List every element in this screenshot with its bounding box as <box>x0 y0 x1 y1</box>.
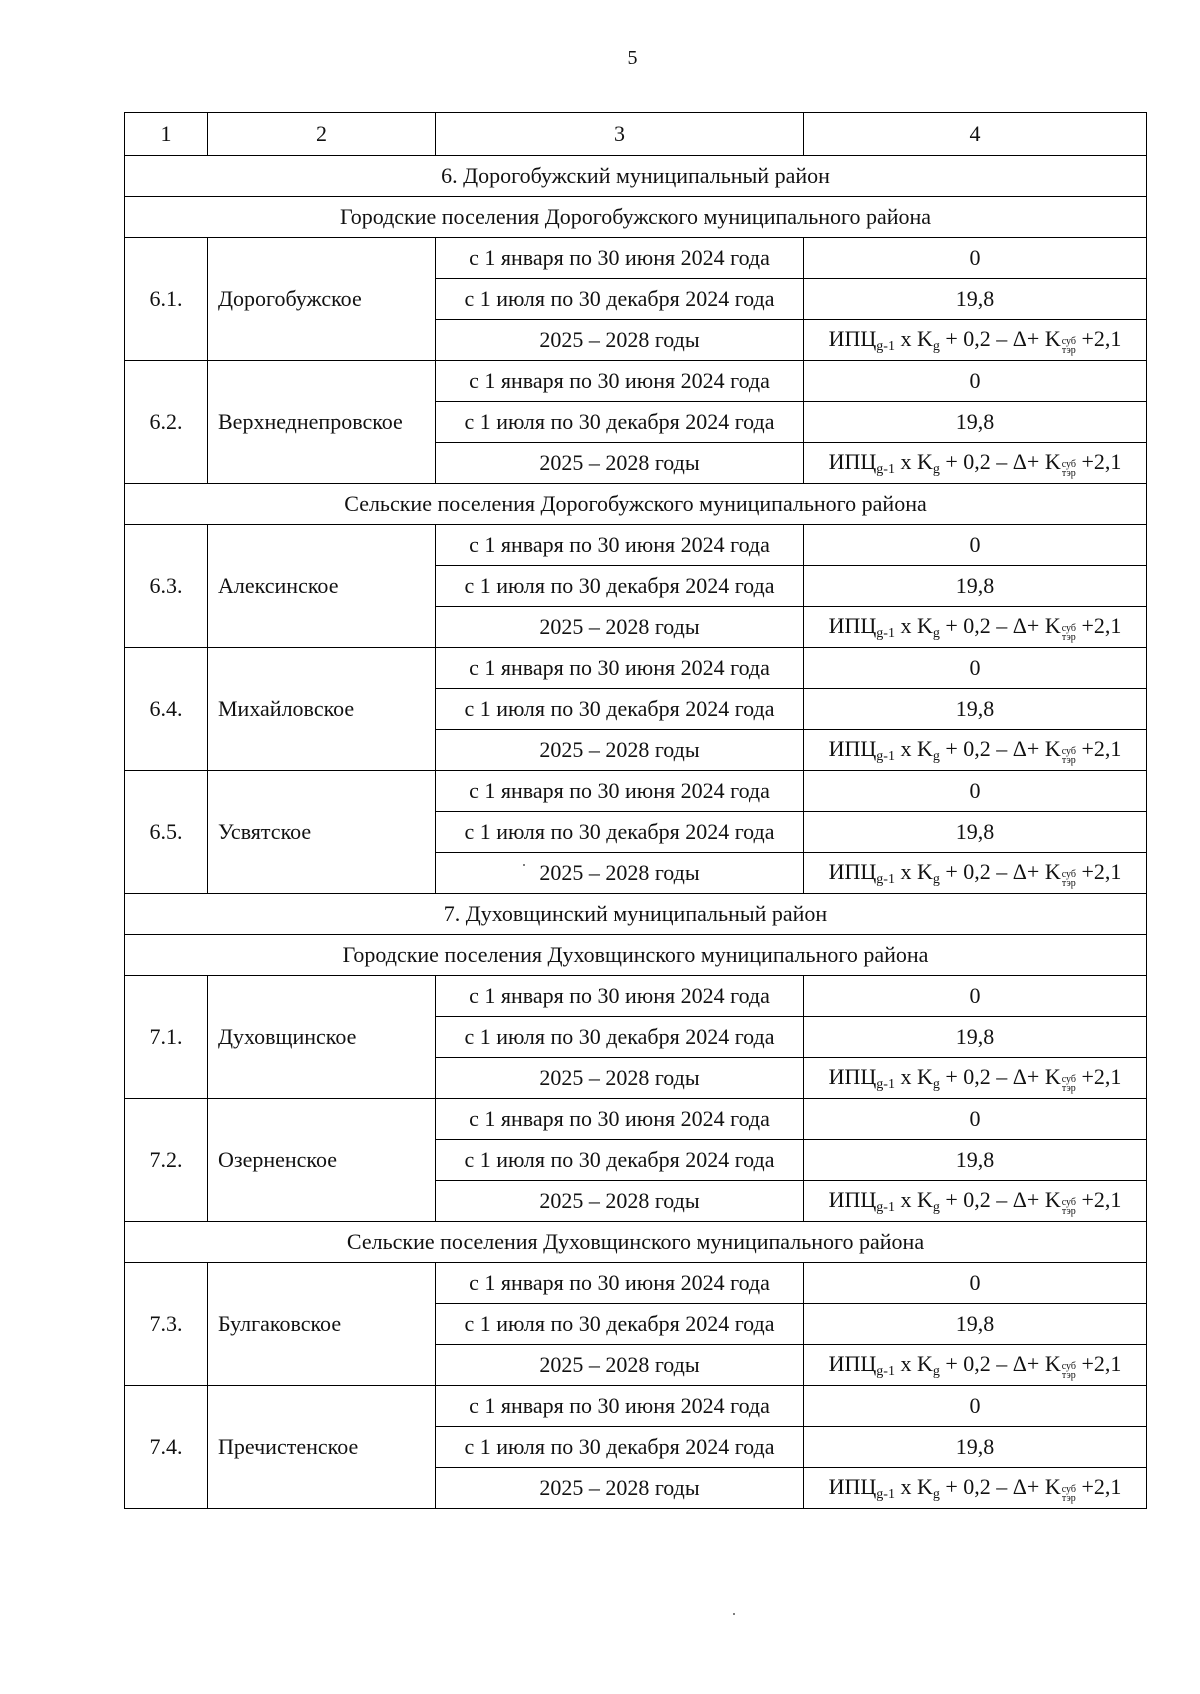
scan-speck <box>733 1613 735 1615</box>
page-number: 5 <box>627 47 638 69</box>
formula-k-sub: g <box>932 1076 940 1092</box>
formula-k: K <box>916 1186 933 1212</box>
formula-middle: + 0,2 – Δ+ <box>939 1063 1045 1089</box>
formula-k2-sub: тэр <box>1061 1082 1076 1094</box>
formula-k2-indices <box>1062 870 1076 888</box>
formula-cell <box>804 1468 1147 1509</box>
formula-ipc-sub: g-1 <box>876 625 895 641</box>
value-cell: 19,8 <box>804 812 1147 853</box>
formula-k-sub: g <box>932 338 940 354</box>
table-row <box>125 238 1147 279</box>
formula-ipc: ИПЦ <box>828 448 877 474</box>
group-row <box>125 935 1147 976</box>
period-cell: с 1 июля по 30 декабря 2024 года <box>436 1017 804 1058</box>
formula-cell <box>804 1058 1147 1099</box>
settlement-name: Михайловское <box>208 648 436 771</box>
formula-k-sub: g <box>932 461 940 477</box>
formula-k2-sup: суб <box>1061 335 1076 347</box>
formula-k-ter <box>1045 1064 1076 1093</box>
formula-k-sub: g <box>932 1363 940 1379</box>
formula-k2-sup: суб <box>1061 1483 1076 1495</box>
period-cell: с 1 января по 30 июня 2024 года <box>436 1099 804 1140</box>
formula-k2-indices <box>1062 337 1076 355</box>
formula-ipc-sub: g-1 <box>876 871 895 887</box>
formula-k2: K <box>1044 1350 1061 1376</box>
formula-ipc: ИПЦ <box>828 1473 877 1499</box>
section-row <box>125 894 1147 935</box>
period-cell: с 1 июля по 30 декабря 2024 года <box>436 1427 804 1468</box>
formula-tail: +2,1 <box>1075 1473 1122 1499</box>
settlement-number: 7.3. <box>125 1263 208 1386</box>
formula-ipc-sub: g-1 <box>876 1486 895 1502</box>
formula-k2: K <box>1044 1473 1061 1499</box>
formula-k-ter <box>1045 326 1076 355</box>
formula-times: x <box>894 1186 917 1212</box>
formula-cell <box>804 1345 1147 1386</box>
value-cell: 0 <box>804 361 1147 402</box>
value-cell: 19,8 <box>804 1140 1147 1181</box>
formula-k-sub: g <box>932 1199 940 1215</box>
period-cell: с 1 января по 30 июня 2024 года <box>436 525 804 566</box>
period-cell: 2025 – 2028 годы <box>436 1468 804 1509</box>
period-cell: с 1 января по 30 июня 2024 года <box>436 976 804 1017</box>
formula-k2: K <box>1044 1186 1061 1212</box>
settlement-number: 7.4. <box>125 1386 208 1509</box>
formula-ipc-sub: g-1 <box>876 461 895 477</box>
table-row <box>125 525 1147 566</box>
header-cell-2: 2 <box>208 113 436 156</box>
formula-k2-sub: тэр <box>1061 1369 1076 1381</box>
formula-k2: K <box>1044 612 1061 638</box>
value-cell: 0 <box>804 1386 1147 1427</box>
formula-k2-indices <box>1062 747 1076 765</box>
formula-middle: + 0,2 – Δ+ <box>939 1186 1045 1212</box>
formula-k: K <box>916 1473 933 1499</box>
formula-k2-indices <box>1062 624 1076 642</box>
group-title: Сельские поселения Духовщинского муниципального района <box>125 1222 1147 1263</box>
formula-k2-sup: суб <box>1061 1360 1076 1372</box>
formula-k2-sup: суб <box>1061 868 1076 880</box>
value-cell: 0 <box>804 1263 1147 1304</box>
period-cell: с 1 января по 30 июня 2024 года <box>436 361 804 402</box>
period-cell: с 1 июля по 30 декабря 2024 года <box>436 689 804 730</box>
period-cell: с 1 июля по 30 декабря 2024 года <box>436 402 804 443</box>
formula-middle: + 0,2 – Δ+ <box>939 858 1045 884</box>
formula-k-ter <box>1045 1187 1076 1216</box>
formula-k-ter <box>1045 1474 1076 1503</box>
formula-ipc: ИПЦ <box>828 735 877 761</box>
settlement-name: Духовщинское <box>208 976 436 1099</box>
formula-k2-sub: тэр <box>1061 754 1076 766</box>
tariff-table-body <box>125 113 1147 1509</box>
header-cell-1: 1 <box>125 113 208 156</box>
formula-ipc: ИПЦ <box>828 1063 877 1089</box>
formula-ipc: ИПЦ <box>828 612 877 638</box>
value-cell: 0 <box>804 525 1147 566</box>
table-row <box>125 648 1147 689</box>
formula-k-ter <box>1045 449 1076 478</box>
formula-cell <box>804 443 1147 484</box>
header-cell-3: 3 <box>436 113 804 156</box>
value-cell: 19,8 <box>804 1304 1147 1345</box>
formula-k2-indices <box>1062 460 1076 478</box>
formula-k: K <box>916 612 933 638</box>
formula-times: x <box>894 735 917 761</box>
period-cell: 2025 – 2028 годы <box>436 730 804 771</box>
settlement-number: 6.4. <box>125 648 208 771</box>
formula-tail: +2,1 <box>1075 1063 1122 1089</box>
settlement-number: 7.1. <box>125 976 208 1099</box>
formula-k-sub: g <box>932 625 940 641</box>
period-cell: с 1 июля по 30 декабря 2024 года <box>436 279 804 320</box>
formula-k: K <box>916 325 933 351</box>
period-cell: с 1 января по 30 июня 2024 года <box>436 1386 804 1427</box>
formula-k2: K <box>1044 735 1061 761</box>
tariff-table <box>124 112 1147 1509</box>
header-row <box>125 113 1147 156</box>
period-cell: 2025 – 2028 годы <box>436 1345 804 1386</box>
formula-times: x <box>894 1473 917 1499</box>
formula-k-sub: g <box>932 1486 940 1502</box>
formula-tail: +2,1 <box>1075 1186 1122 1212</box>
period-cell: с 1 июля по 30 декабря 2024 года <box>436 1304 804 1345</box>
formula-k2-sub: тэр <box>1061 467 1076 479</box>
value-cell: 19,8 <box>804 1427 1147 1468</box>
formula-ipc: ИПЦ <box>828 1186 877 1212</box>
formula-k: K <box>916 1350 933 1376</box>
formula-k-ter <box>1045 736 1076 765</box>
value-cell: 0 <box>804 648 1147 689</box>
formula-times: x <box>894 858 917 884</box>
settlement-name: Алексинское <box>208 525 436 648</box>
formula-cell <box>804 730 1147 771</box>
section-title: 6. Дорогобужский муниципальный район <box>125 156 1147 197</box>
group-row <box>125 1222 1147 1263</box>
value-cell: 19,8 <box>804 402 1147 443</box>
formula-k2-indices <box>1062 1362 1076 1380</box>
table-row <box>125 771 1147 812</box>
settlement-number: 6.5. <box>125 771 208 894</box>
formula-times: x <box>894 1350 917 1376</box>
formula-tail: +2,1 <box>1075 448 1122 474</box>
period-cell: 2025 – 2028 годы <box>436 1058 804 1099</box>
formula-k2-indices <box>1062 1485 1076 1503</box>
formula-ipc-sub: g-1 <box>876 1076 895 1092</box>
value-cell: 0 <box>804 771 1147 812</box>
period-cell: 2025 – 2028 годы <box>436 1181 804 1222</box>
formula-k2-sup: суб <box>1061 458 1076 470</box>
formula-ipc: ИПЦ <box>828 1350 877 1376</box>
period-cell: 2025 – 2028 годы <box>436 320 804 361</box>
table-row <box>125 1263 1147 1304</box>
formula-k2-sup: суб <box>1061 1073 1076 1085</box>
formula-k2-sup: суб <box>1061 1196 1076 1208</box>
section-row <box>125 156 1147 197</box>
formula-k-sub: g <box>932 871 940 887</box>
formula-k: K <box>916 858 933 884</box>
formula-k-ter <box>1045 859 1076 888</box>
settlement-name: Озерненское <box>208 1099 436 1222</box>
formula-k2-sub: тэр <box>1061 1205 1076 1217</box>
table-row <box>125 976 1147 1017</box>
section-title: 7. Духовщинский муниципальный район <box>125 894 1147 935</box>
period-cell: 2025 – 2028 годы <box>436 853 804 894</box>
formula-times: x <box>894 612 917 638</box>
formula-tail: +2,1 <box>1075 858 1122 884</box>
formula-middle: + 0,2 – Δ+ <box>939 735 1045 761</box>
scan-speck <box>523 864 525 866</box>
period-cell: 2025 – 2028 годы <box>436 443 804 484</box>
period-cell: с 1 января по 30 июня 2024 года <box>436 1263 804 1304</box>
formula-tail: +2,1 <box>1075 325 1122 351</box>
formula-tail: +2,1 <box>1075 735 1122 761</box>
settlement-number: 6.1. <box>125 238 208 361</box>
formula-k2: K <box>1044 1063 1061 1089</box>
formula-tail: +2,1 <box>1075 612 1122 638</box>
value-cell: 0 <box>804 1099 1147 1140</box>
period-cell: с 1 января по 30 июня 2024 года <box>436 771 804 812</box>
formula-ipc: ИПЦ <box>828 325 877 351</box>
formula-k2-sub: тэр <box>1061 344 1076 356</box>
formula-k2-sub: тэр <box>1061 631 1076 643</box>
group-title: Сельские поселения Дорогобужского муниципального района <box>125 484 1147 525</box>
value-cell: 19,8 <box>804 1017 1147 1058</box>
formula-tail: +2,1 <box>1075 1350 1122 1376</box>
period-cell: с 1 января по 30 июня 2024 года <box>436 648 804 689</box>
formula-k2-sup: суб <box>1061 622 1076 634</box>
formula-k2-sup: суб <box>1061 745 1076 757</box>
settlement-number: 7.2. <box>125 1099 208 1222</box>
value-cell: 19,8 <box>804 689 1147 730</box>
formula-k-sub: g <box>932 748 940 764</box>
formula-times: x <box>894 325 917 351</box>
formula-k: K <box>916 1063 933 1089</box>
formula-middle: + 0,2 – Δ+ <box>939 448 1045 474</box>
formula-k2: K <box>1044 858 1061 884</box>
header-cell-4: 4 <box>804 113 1147 156</box>
settlement-number: 6.3. <box>125 525 208 648</box>
formula-k2-sub: тэр <box>1061 1492 1076 1504</box>
formula-middle: + 0,2 – Δ+ <box>939 1473 1045 1499</box>
value-cell: 19,8 <box>804 279 1147 320</box>
value-cell: 0 <box>804 238 1147 279</box>
formula-ipc: ИПЦ <box>828 858 877 884</box>
formula-times: x <box>894 1063 917 1089</box>
formula-k: K <box>916 448 933 474</box>
formula-k2-indices <box>1062 1075 1076 1093</box>
formula-k2: K <box>1044 325 1061 351</box>
formula-k: K <box>916 735 933 761</box>
formula-cell <box>804 1181 1147 1222</box>
period-cell: с 1 июля по 30 декабря 2024 года <box>436 566 804 607</box>
settlement-name: Усвятское <box>208 771 436 894</box>
formula-middle: + 0,2 – Δ+ <box>939 325 1045 351</box>
formula-cell <box>804 607 1147 648</box>
settlement-name: Дорогобужское <box>208 238 436 361</box>
period-cell: с 1 июля по 30 декабря 2024 года <box>436 812 804 853</box>
formula-k-ter <box>1045 1351 1076 1380</box>
formula-middle: + 0,2 – Δ+ <box>939 612 1045 638</box>
period-cell: 2025 – 2028 годы <box>436 607 804 648</box>
group-title: Городские поселения Дорогобужского муниципального района <box>125 197 1147 238</box>
settlement-name: Булгаковское <box>208 1263 436 1386</box>
formula-k2-indices <box>1062 1198 1076 1216</box>
group-row <box>125 484 1147 525</box>
formula-middle: + 0,2 – Δ+ <box>939 1350 1045 1376</box>
table-row <box>125 1099 1147 1140</box>
formula-ipc-sub: g-1 <box>876 338 895 354</box>
formula-k2: K <box>1044 448 1061 474</box>
table-row <box>125 1386 1147 1427</box>
formula-ipc-sub: g-1 <box>876 748 895 764</box>
group-title: Городские поселения Духовщинского муниципального района <box>125 935 1147 976</box>
formula-cell <box>804 320 1147 361</box>
settlement-number: 6.2. <box>125 361 208 484</box>
formula-cell <box>804 853 1147 894</box>
formula-ipc-sub: g-1 <box>876 1199 895 1215</box>
formula-k-ter <box>1045 613 1076 642</box>
period-cell: с 1 января по 30 июня 2024 года <box>436 238 804 279</box>
value-cell: 0 <box>804 976 1147 1017</box>
formula-times: x <box>894 448 917 474</box>
settlement-name: Верхнеднепровское <box>208 361 436 484</box>
value-cell: 19,8 <box>804 566 1147 607</box>
formula-k2-sub: тэр <box>1061 877 1076 889</box>
group-row <box>125 197 1147 238</box>
table-row <box>125 361 1147 402</box>
period-cell: с 1 июля по 30 декабря 2024 года <box>436 1140 804 1181</box>
settlement-name: Пречистенское <box>208 1386 436 1509</box>
formula-ipc-sub: g-1 <box>876 1363 895 1379</box>
